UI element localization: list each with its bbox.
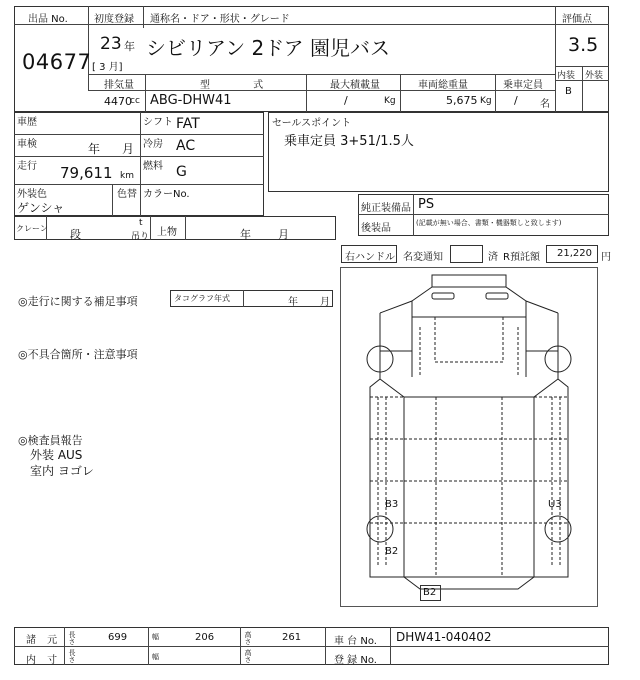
score-label: 評価点 (562, 14, 592, 25)
exterior-color: ゲンシャ (17, 201, 65, 215)
height-label: 高さ (244, 631, 252, 645)
upper-body-month: 月 (278, 228, 289, 241)
damage-marker-b3: B3 (385, 499, 399, 510)
dimensions-label: 諸 元 (26, 635, 58, 646)
year-unit: 年 (124, 40, 135, 53)
damage-marker-b2-rear: B2 (423, 587, 437, 598)
damage-marker-b2-side: B2 (385, 546, 399, 557)
tachograph-label: タコグラフ年式 (174, 294, 230, 303)
recycle-label: R預託額 (503, 252, 540, 263)
interior-grade: B (565, 86, 572, 97)
crane-hanging: 吊り (131, 232, 150, 242)
model-name-label: 通称名・ドア・形状・グレード (150, 14, 290, 25)
max-load-value: / (344, 94, 348, 107)
capacity-label: 乗車定員 (503, 80, 543, 91)
driving-notes-label: ◎走行に関する補足事項 (18, 295, 138, 308)
tachograph-year: 年 (288, 297, 298, 308)
inspection-year-unit: 年 (88, 142, 101, 156)
fuel-label: 燃料 (143, 161, 163, 172)
registration-number-label: 登 録 No. (334, 655, 377, 666)
tachograph-month: 月 (320, 297, 330, 308)
model-name: シビリアン 2ドア 園児バス (146, 36, 391, 60)
right-hand-drive: 右ハンドル (345, 252, 395, 263)
inner-length-label: 長さ (68, 649, 76, 663)
capacity-value: / (514, 94, 518, 107)
max-load-label: 最大積載量 (330, 80, 380, 91)
inspector-exterior: 外装 AUS (30, 448, 83, 462)
inner-width-label: 幅 (152, 653, 159, 661)
registration-month: [ 3 月] (92, 62, 123, 73)
aftermarket-note: (記載が無い場合、書類・機器類しと致します) (416, 219, 562, 227)
crane-stage-unit: 段 (70, 228, 81, 241)
history-label: 車歴 (17, 117, 37, 128)
name-change-label: 名変通知 (403, 252, 443, 263)
width-label: 幅 (152, 633, 159, 641)
aircon-label: 冷房 (143, 139, 163, 150)
sales-point-label: セールスポイント (272, 118, 352, 129)
chassis-number: DHW41-040402 (396, 630, 492, 644)
aftermarket-label: 後装品 (361, 223, 391, 234)
color-change-label: 色替 (117, 189, 137, 200)
upper-body-year: 年 (240, 228, 251, 241)
chassis-label: 車 台 No. (334, 636, 377, 647)
exterior-color-label: 外装色 (17, 189, 47, 200)
aircon-value: AC (176, 138, 196, 154)
capacity-unit: 名 (540, 99, 550, 110)
crane-t-unit: t (139, 218, 143, 228)
first-registration-label: 初度登録 (94, 14, 134, 25)
width-value: 206 (195, 632, 215, 643)
max-load-unit: Kg (384, 96, 396, 106)
interior-grade-label: 内装 (557, 71, 576, 81)
lot-number-label: 出品 No. (28, 14, 68, 25)
exterior-grade-label: 外装 (585, 71, 604, 81)
gross-weight-label: 車両総重量 (418, 80, 468, 91)
displacement-label: 排気量 (104, 80, 134, 91)
shift-label: シフト (143, 117, 173, 128)
mileage-unit: km (120, 171, 134, 181)
inspection-label: 車検 (17, 139, 37, 150)
defects-label: ◎不具合箇所・注意事項 (18, 348, 138, 361)
name-change-box (450, 245, 483, 263)
damage-marker-u3: U3 (548, 499, 562, 510)
mileage-label: 走行 (17, 161, 37, 172)
crane-label: クレーン (16, 224, 48, 233)
registration-year: 23 (100, 34, 122, 54)
displacement-value: 4470 (104, 95, 132, 108)
lot-number: 04677 (22, 50, 92, 74)
genuine-equipment-label: 純正装備品 (361, 203, 411, 214)
inspection-month-unit: 月 (122, 142, 135, 156)
inner-dimensions-label: 内 寸 (26, 655, 58, 666)
genuine-equipment-value: PS (418, 197, 435, 212)
inspector-interior: 室内 ヨゴレ (30, 464, 94, 478)
inner-height-label: 高さ (244, 649, 252, 663)
recycle-mark: 済 (488, 252, 498, 263)
length-label: 長さ (68, 631, 76, 645)
model-code-label: 型 式 (200, 80, 264, 91)
mileage-value: 79,611 (60, 164, 113, 182)
fuel-value: G (176, 164, 187, 180)
gross-weight-value: 5,675 (446, 94, 478, 107)
height-value: 261 (282, 632, 302, 643)
inspector-report-label: ◎検査員報告 (18, 434, 83, 447)
length-value: 699 (108, 632, 128, 643)
gross-weight-unit: Kg (480, 96, 492, 106)
shift-value: FAT (176, 116, 200, 132)
cc-unit: cc (130, 96, 140, 106)
sales-point-text: 乗車定員 3+51/1.5人 (284, 134, 414, 149)
recycle-yen: 円 (601, 252, 611, 263)
model-code: ABG-DHW41 (150, 93, 232, 108)
color-code-label: カラーNo. (143, 189, 190, 200)
score-value: 3.5 (568, 34, 599, 56)
bus-diagram (340, 267, 598, 607)
recycle-value: 21,220 (557, 248, 592, 259)
upper-body-label: 上物 (157, 227, 177, 238)
